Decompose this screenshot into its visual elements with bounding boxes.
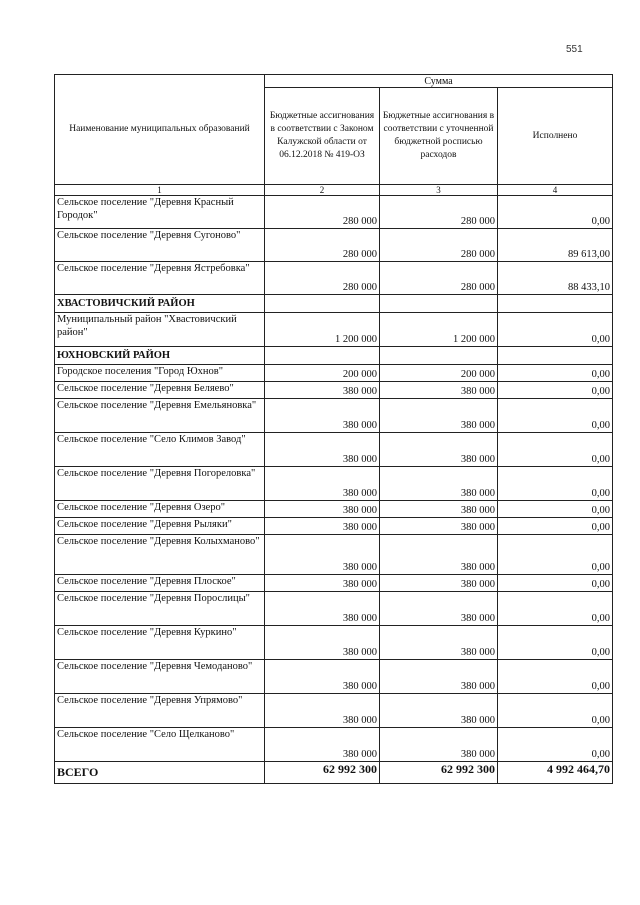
executed-amount: 0,00: [498, 728, 613, 762]
table-row: [55, 399, 613, 433]
header-law-assignments: Бюджетные ассигнования в соответствии с Законом Калужской области от 06.12.2018 № 419-ОЗ: [265, 88, 380, 185]
refined-amount: 380 000: [380, 535, 498, 575]
executed-amount: 88 433,10: [498, 262, 613, 295]
total-law-amount: 62 992 300: [265, 762, 380, 784]
law-amount: 380 000: [265, 575, 380, 592]
municipality-name: Сельское поселение "Деревня Плоское": [55, 575, 265, 592]
law-amount: 280 000: [265, 196, 380, 229]
table-row: [55, 575, 613, 592]
municipality-name: Сельское поселение "Деревня Упрямово": [55, 694, 265, 728]
law-amount: 380 000: [265, 433, 380, 467]
municipality-name: Сельское поселение "Деревня Ястребовка": [55, 262, 265, 295]
budget-table-body: [55, 196, 613, 784]
table-row: [55, 313, 613, 347]
executed-amount: 0,00: [498, 196, 613, 229]
header-name: Наименование муниципальных образований: [55, 75, 265, 185]
law-amount: 380 000: [265, 626, 380, 660]
empty-cell: [380, 347, 498, 365]
table-row: [55, 535, 613, 575]
municipality-name: Сельское поселение "Деревня Колыхманово": [55, 535, 265, 575]
municipality-name: Сельское поселение "Село Климов Завод": [55, 433, 265, 467]
column-number-1: 1: [55, 185, 265, 196]
empty-cell: [498, 295, 613, 313]
table-row: [55, 660, 613, 694]
table-row: [55, 365, 613, 382]
section-row: [55, 295, 613, 313]
table-row: [55, 382, 613, 399]
refined-amount: 280 000: [380, 229, 498, 262]
empty-cell: [265, 347, 380, 365]
refined-amount: 380 000: [380, 728, 498, 762]
executed-amount: 0,00: [498, 694, 613, 728]
municipality-name: Сельское поселение "Деревня Чемоданово": [55, 660, 265, 694]
table-row: [55, 196, 613, 229]
header-sum-group: Сумма: [265, 75, 613, 88]
section-title: ХВАСТОВИЧСКИЙ РАЙОН: [55, 295, 265, 313]
municipality-name: Муниципальный район "Хвастовичский район": [55, 313, 265, 347]
table-row: [55, 501, 613, 518]
law-amount: 380 000: [265, 399, 380, 433]
executed-amount: 0,00: [498, 626, 613, 660]
column-number-4: 4: [498, 185, 613, 196]
refined-amount: 380 000: [380, 433, 498, 467]
executed-amount: 89 613,00: [498, 229, 613, 262]
refined-amount: 380 000: [380, 694, 498, 728]
empty-cell: [265, 295, 380, 313]
municipality-name: Сельское поселение "Деревня Порослицы": [55, 592, 265, 626]
municipality-name: Сельское поселение "Деревня Сугоново": [55, 229, 265, 262]
law-amount: 280 000: [265, 229, 380, 262]
executed-amount: 0,00: [498, 592, 613, 626]
law-amount: 380 000: [265, 501, 380, 518]
law-amount: 380 000: [265, 592, 380, 626]
table-row: [55, 262, 613, 295]
header-executed: Исполнено: [498, 88, 613, 185]
municipality-name: Городское поселения "Город Юхнов": [55, 365, 265, 382]
law-amount: 200 000: [265, 365, 380, 382]
refined-amount: 200 000: [380, 365, 498, 382]
municipality-name: Сельское поселение "Деревня Рыляки": [55, 518, 265, 535]
municipality-name: Сельское поселение "Деревня Куркино": [55, 626, 265, 660]
budget-table: [54, 74, 613, 784]
refined-amount: 380 000: [380, 501, 498, 518]
table-row: [55, 694, 613, 728]
section-row: [55, 347, 613, 365]
column-number-3: 3: [380, 185, 498, 196]
table-row: [55, 433, 613, 467]
law-amount: 380 000: [265, 518, 380, 535]
page-number: 551: [566, 44, 583, 55]
municipality-name: Сельское поселение "Село Щелканово": [55, 728, 265, 762]
executed-amount: 0,00: [498, 382, 613, 399]
executed-amount: 0,00: [498, 365, 613, 382]
refined-amount: 380 000: [380, 660, 498, 694]
total-executed-amount: 4 992 464,70: [498, 762, 613, 784]
executed-amount: 0,00: [498, 660, 613, 694]
law-amount: 1 200 000: [265, 313, 380, 347]
table-row: [55, 592, 613, 626]
executed-amount: 0,00: [498, 467, 613, 501]
executed-amount: 0,00: [498, 433, 613, 467]
law-amount: 280 000: [265, 262, 380, 295]
law-amount: 380 000: [265, 467, 380, 501]
law-amount: 380 000: [265, 660, 380, 694]
refined-amount: 280 000: [380, 262, 498, 295]
municipality-name: Сельское поселение "Деревня Беляево": [55, 382, 265, 399]
empty-cell: [498, 347, 613, 365]
municipality-name: Сельское поселение "Деревня Емельяновка": [55, 399, 265, 433]
refined-amount: 380 000: [380, 467, 498, 501]
law-amount: 380 000: [265, 382, 380, 399]
table-row: [55, 467, 613, 501]
table-row: [55, 728, 613, 762]
executed-amount: 0,00: [498, 575, 613, 592]
law-amount: 380 000: [265, 535, 380, 575]
municipality-name: Сельское поселение "Деревня Погореловка": [55, 467, 265, 501]
executed-amount: 0,00: [498, 501, 613, 518]
total-row: [55, 762, 613, 784]
table-row: [55, 518, 613, 535]
refined-amount: 380 000: [380, 575, 498, 592]
refined-amount: 1 200 000: [380, 313, 498, 347]
executed-amount: 0,00: [498, 535, 613, 575]
refined-amount: 380 000: [380, 626, 498, 660]
executed-amount: 0,00: [498, 518, 613, 535]
table-row: [55, 229, 613, 262]
header-refined-assignments: Бюджетные ассигнования в соответствии с уточненной бюджетной росписью расходов: [380, 88, 498, 185]
total-refined-amount: 62 992 300: [380, 762, 498, 784]
executed-amount: 0,00: [498, 399, 613, 433]
total-label: ВСЕГО: [55, 762, 265, 784]
municipality-name: Сельское поселение "Деревня Красный Городок": [55, 196, 265, 229]
refined-amount: 380 000: [380, 518, 498, 535]
law-amount: 380 000: [265, 728, 380, 762]
refined-amount: 380 000: [380, 399, 498, 433]
executed-amount: 0,00: [498, 313, 613, 347]
refined-amount: 380 000: [380, 382, 498, 399]
law-amount: 380 000: [265, 694, 380, 728]
refined-amount: 380 000: [380, 592, 498, 626]
municipality-name: Сельское поселение "Деревня Озеро": [55, 501, 265, 518]
empty-cell: [380, 295, 498, 313]
column-number-2: 2: [265, 185, 380, 196]
table-row: [55, 626, 613, 660]
section-title: ЮХНОВСКИЙ РАЙОН: [55, 347, 265, 365]
refined-amount: 280 000: [380, 196, 498, 229]
